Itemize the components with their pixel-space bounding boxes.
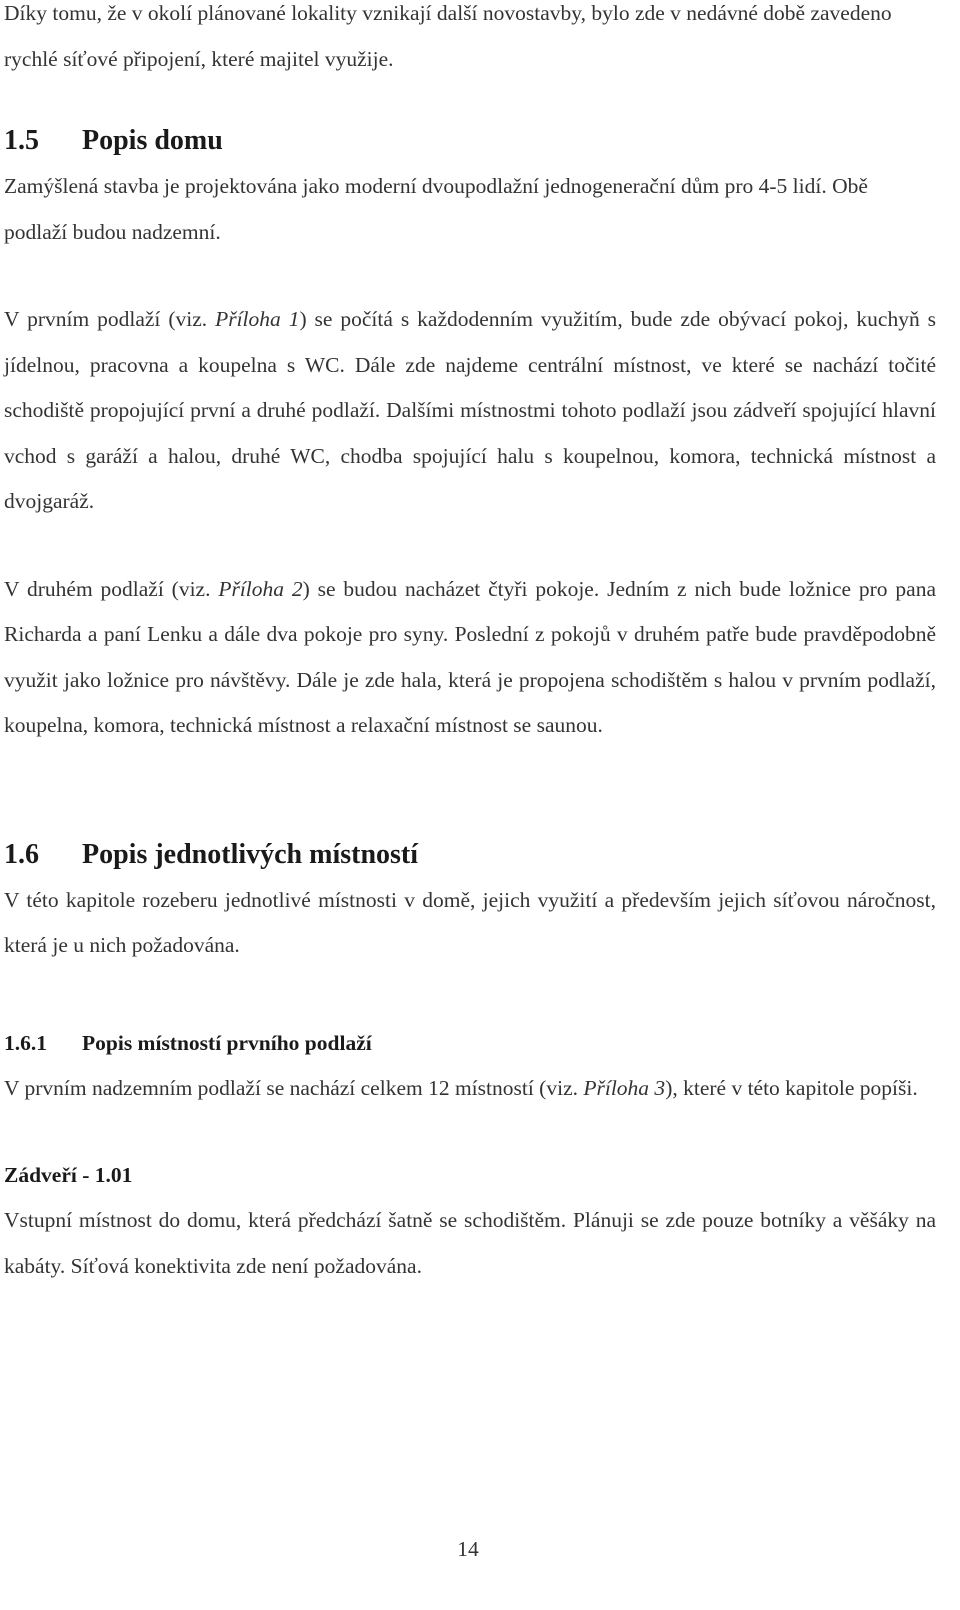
text-run: ) se budou nacházet čtyři pokoje. Jedním z nich bude ložnice pro pana Richarda a paní Lenku a dále dva pokoje pro syny. Poslední z pokojů v druhém patře bude pravděpodobně využit jako ložnice pro návštěvy. Dále je zde hala, která je propojena schodištěm s halou v prvním podlaží, koupelna, komora, technická místnost a relaxační místnost se saunou. xyxy=(4,576,936,737)
intro-paragraph: Díky tomu, že v okolí plánované lokality vznikají další novostavby, bylo zde v nedávné době zavedeno rychlé síťové připojení, které majitel využije. xyxy=(4,1,892,71)
section-number: 1.6 xyxy=(4,838,39,870)
document-page xyxy=(4,0,936,1289)
section-1-6-paragraph-1: V této kapitole rozeberu jednotlivé místnosti v domě, jejich využití a především jejich síťovou náročnost, která je u nich požadována. xyxy=(4,887,936,957)
section-1-6-1-paragraph-1 xyxy=(4,1066,936,1112)
room-heading-1-01: Zádveří - 1.01 xyxy=(4,1163,133,1187)
section-1-5-paragraph-3 xyxy=(4,567,936,749)
text-run: V prvním podlaží (viz. xyxy=(4,307,216,331)
text-run: ), které v této kapitole popíši. xyxy=(665,1075,918,1100)
text-run: V prvním nadzemním podlaží se nachází celkem 12 místností (viz. xyxy=(4,1075,584,1100)
section-heading-1-6 xyxy=(4,832,936,877)
subsection-number: 1.6.1 xyxy=(4,1030,47,1055)
page-number: 14 xyxy=(457,1537,479,1561)
section-title: Popis domu xyxy=(82,125,223,156)
subsection-title: Popis místností prvního podlaží xyxy=(82,1030,372,1055)
section-heading-1-5 xyxy=(4,118,936,163)
section-1-5-paragraph-2 xyxy=(4,297,936,525)
section-number: 1.5 xyxy=(4,125,39,156)
appendix-reference: Příloha 1 xyxy=(215,307,300,331)
section-title: Popis jednotlivých místností xyxy=(82,838,419,870)
section-1-5-paragraph-1: Zamýšlená stavba je projektována jako moderní dvoupodlažní jednogenerační dům pro 4-5 lidí. Obě podlaží budou nadzemní. xyxy=(4,174,868,244)
subsection-heading-1-6-1 xyxy=(4,1021,936,1066)
text-run: ) se počítá s každodenním využitím, bude zde obývací pokoj, kuchyň s jídelnou, pracovna a koupelna s WC. Dále zde najdeme centrální místnost, ve které se nachází točité schodiště propojující první a druhé podlaží. Dalšími místnostmi tohoto podlaží jsou zádveří spojující hlavní vchod s garáží a halou, druhé WC, chodba spojující halu s koupelnou, komora, technická místnost a dvojgaráž. xyxy=(4,307,937,513)
text-run: V druhém podlaží (viz. xyxy=(4,576,219,601)
appendix-reference: Příloha 3 xyxy=(583,1075,666,1100)
room-1-01-paragraph: Vstupní místnost do domu, která předchází šatně se schodištěm. Plánuji se zde pouze botníky a věšáky na kabáty. Síťová konektivita zde není požadována. xyxy=(4,1208,936,1278)
appendix-reference: Příloha 2 xyxy=(218,576,303,601)
